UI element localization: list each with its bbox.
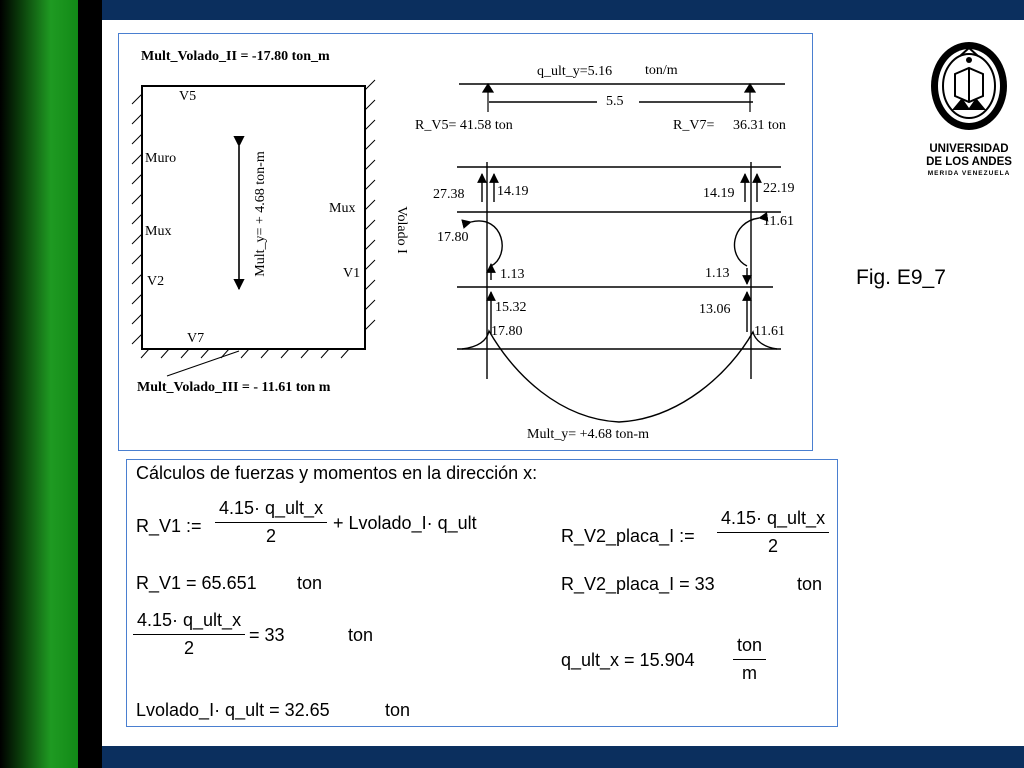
rv1-fraction: [215, 498, 327, 547]
right-moment-11-61: 11.61: [763, 214, 794, 229]
fraction-33-result: = 33: [249, 625, 285, 645]
logo-line-1: UNIVERSIDAD: [929, 143, 1009, 155]
right-force-22-19: 22.19: [763, 181, 795, 196]
logo-line-3: MERIDA VENEZUELA: [927, 170, 1011, 177]
logo-line-2: DE LOS ANDES: [926, 156, 1012, 168]
bottom-navy-bar: [102, 746, 1024, 768]
reaction-v5-label: R_V5= 41.58 ton: [415, 118, 513, 133]
university-crest-icon: [922, 38, 1016, 138]
left-wall-hatching: [132, 94, 142, 344]
figure-caption: Fig. E9_7: [856, 266, 946, 289]
top-navy-bar: [102, 0, 1024, 20]
load-label: q_ult_y=5.16: [537, 64, 613, 79]
qult-unit-fraction: [733, 635, 766, 684]
rv1-definition-lhs: R_V1 :=: [136, 516, 202, 536]
span-label: 5.5: [606, 94, 624, 109]
fraction-33-denominator: 2: [184, 638, 195, 658]
rv1-numerator: 4.15· q_ult_x: [215, 498, 327, 523]
left-force-27-38: 27.38: [433, 187, 465, 202]
muro-label: Muro: [145, 151, 177, 166]
left-dark-strip: [78, 0, 102, 768]
qult-unit-numerator: ton: [733, 635, 766, 660]
moment-diagram-curve: [462, 331, 777, 422]
right-force-13-06: 13.06: [699, 302, 731, 317]
calc-heading: Cálculos de fuerzas y momentos en la dirección x:: [136, 463, 538, 483]
mult-y-bottom-label: Mult_y= +4.68 ton-m: [527, 427, 649, 442]
fraction-33: [133, 610, 245, 659]
lvolado-unit: ton: [385, 700, 411, 720]
mult-volado-iii-label: Mult_Volado_III = - 11.61 ton m: [137, 380, 331, 395]
rv2-unit: ton: [797, 574, 823, 594]
v7-label: V7: [187, 331, 205, 346]
rv1-denominator: 2: [266, 526, 277, 546]
qult-result: q_ult_x = 15.904: [561, 650, 695, 670]
qult-unit-denominator: m: [742, 663, 758, 683]
calculation-panel: [126, 459, 838, 727]
load-unit-label: ton/m: [645, 63, 678, 78]
right-shear-1-13: 1.13: [705, 266, 730, 281]
lvolado-result: Lvolado_I· q_ult = 32.65: [136, 700, 330, 720]
volado-i-label: Volado I: [394, 206, 409, 254]
mult-y-vertical-label: Mult_y= + 4.68 ton-m: [253, 151, 268, 277]
v2-label: V2: [147, 274, 165, 289]
v5-label: V5: [179, 89, 197, 104]
bottom-wall-hatching: [141, 349, 349, 358]
rv2-result: R_V2_placa_I = 33: [561, 574, 715, 594]
structural-diagram-panel: [118, 33, 813, 451]
rv2-fraction: [717, 508, 829, 557]
right-force-14-19: 14.19: [703, 186, 735, 201]
fraction-33-numerator: 4.15· q_ult_x: [133, 610, 245, 635]
mux-left-label: Mux: [145, 224, 172, 239]
fraction-33-unit: ton: [348, 625, 374, 645]
university-logo: [922, 38, 1016, 178]
rv2-denominator: 2: [768, 536, 779, 556]
left-gradient-bar: [0, 0, 78, 768]
mux-right-label: Mux: [329, 201, 356, 216]
left-force-14-19: 14.19: [497, 184, 529, 199]
mult-volado-ii-label: Mult_Volado_II = -17.80 ton_m: [141, 49, 330, 64]
left-shear-1-13: 1.13: [500, 267, 525, 282]
rv2-definition-lhs: R_V2_placa_I :=: [561, 526, 695, 546]
left-force-15-32: 15.32: [495, 300, 527, 315]
left-moment-17-80: 17.80: [437, 230, 469, 245]
rv1-unit: ton: [297, 573, 323, 593]
bottom-moment-leader: [167, 351, 239, 376]
reaction-v7-value: 36.31 ton: [733, 118, 786, 133]
right-wall-hatching: [365, 80, 375, 330]
right-force-arrows: [735, 174, 760, 332]
left-bottom-17-80: 17.80: [491, 324, 523, 339]
rv1-definition-tail: + Lvolado_I· q_ult: [333, 513, 477, 533]
v1-label: V1: [343, 266, 361, 281]
reaction-v7-label: R_V7=: [673, 118, 715, 133]
right-bottom-11-61: 11.61: [754, 324, 785, 339]
rv1-result: R_V1 = 65.651: [136, 573, 257, 593]
rv2-numerator: 4.15· q_ult_x: [717, 508, 829, 533]
